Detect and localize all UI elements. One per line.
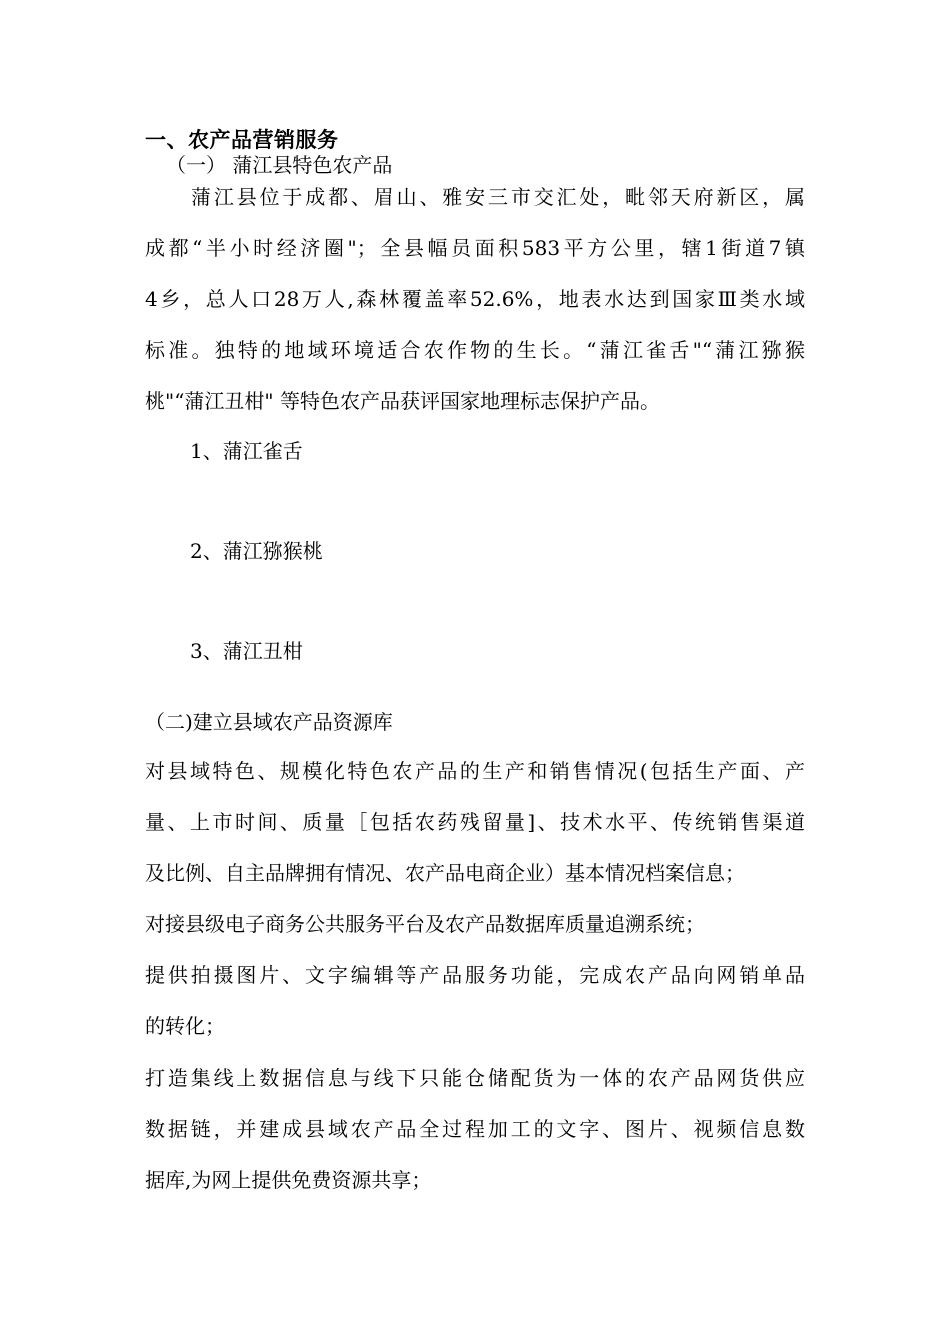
paragraph-line: 打造集线上数据信息与线下只能仓储配货为一体的农产品网货供应: [145, 1066, 805, 1090]
paragraph-line: 桃"“蒲江丑柑" 等特色农产品获评国家地理标志保护产品。: [145, 389, 660, 413]
paragraph-line: 蒲江县位于成都、眉山、雅安三市交汇处，毗邻天府新区，属: [191, 185, 805, 209]
section2-paragraph-4: [145, 1053, 805, 1206]
paragraph-line: 4乡，总人口28万人,森林覆盖率52.6%，地表水达到国家Ⅲ类水域: [145, 287, 805, 311]
section2-paragraph-3: [145, 950, 805, 1052]
paragraph-line: 的转化；: [145, 1014, 225, 1038]
paragraph-line: 及比例、自主品牌拥有情况、农产品电商企业）基本情况档案信息；: [145, 861, 745, 885]
paragraph-line: 数据链，并建成县域农产品全过程加工的文字、图片、视频信息数: [145, 1117, 805, 1141]
section2-paragraph-2: [145, 899, 805, 950]
subsection-heading-2: （二)建立县域农产品资源库: [145, 710, 393, 734]
list-item-2: 2、蒲江猕猴桃: [190, 539, 323, 563]
section2-paragraph-1: [145, 746, 805, 899]
intro-paragraph: [145, 172, 805, 427]
paragraph-line: 量、上市时间、质量［包括农药残留量]、技术水平、传统销售渠道: [145, 810, 805, 834]
section-heading: 一、农产品营销服务: [145, 127, 339, 152]
list-item-3: 3、蒲江丑柑: [190, 639, 303, 663]
paragraph-line: 成都“半小时经济圈"；全县幅员面积583平方公里，辖1街道7镇: [145, 236, 805, 260]
list-item-1: 1、蒲江雀舌: [190, 439, 303, 463]
paragraph-line: 对接县级电子商务公共服务平台及农产品数据库质量追溯系统；: [145, 912, 705, 936]
paragraph-line: 对县域特色、规模化特色农产品的生产和销售情况(包括生产面、产: [145, 759, 805, 783]
paragraph-line: 据库,为网上提供免费资源共享；: [145, 1168, 432, 1192]
paragraph-line: 提供拍摄图片、文字编辑等产品服务功能，完成农产品向网销单品: [145, 963, 805, 987]
paragraph-line: 标准。独特的地域环境适合农作物的生长。“蒲江雀舌"“蒲江猕猴: [145, 338, 805, 362]
subsection-heading-1: （一） 蒲江县特色农产品: [166, 153, 393, 177]
